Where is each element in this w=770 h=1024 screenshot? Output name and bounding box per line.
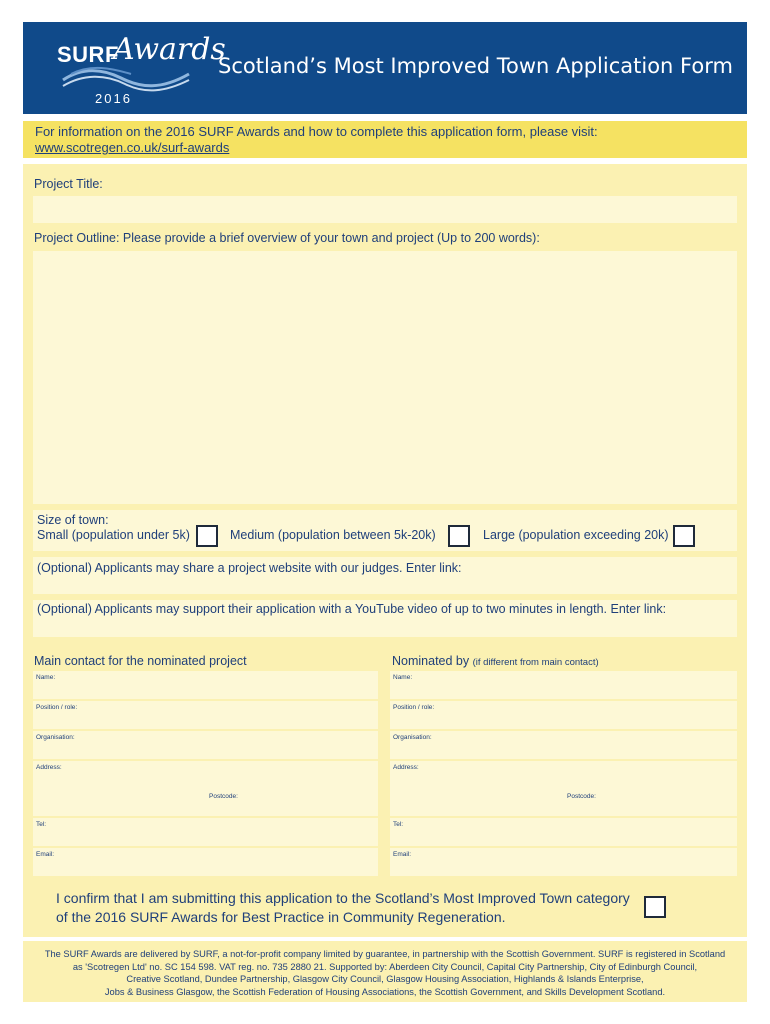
confirmation-text [56, 889, 630, 927]
nominator-email-label: Email: [393, 851, 412, 858]
confirmation-line-2: of the 2016 SURF Awards for Best Practice in Community Regeneration. [56, 909, 506, 925]
nominated-by-heading [392, 654, 599, 668]
confirmation-line-1: I confirm that I am submitting this application to the Scotland’s Most Improved Town category [56, 890, 630, 906]
logo-surf-text: SURF [57, 42, 119, 67]
nominator-tel-field[interactable] [390, 818, 737, 846]
nominator-address-field[interactable] [390, 761, 737, 816]
main-address-field[interactable] [33, 761, 378, 816]
project-outline-field[interactable] [33, 251, 737, 504]
nominator-address-label: Address: [393, 764, 419, 771]
nominator-organisation-label: Organisation: [393, 734, 432, 741]
page-title: Scotland’s Most Improved Town Application Form [218, 54, 733, 78]
confirmation-checkbox[interactable] [644, 896, 666, 918]
nominator-name-field[interactable] [390, 671, 737, 699]
size-large-checkbox[interactable] [673, 525, 695, 547]
size-small-label: Small (population under 5k) [37, 528, 190, 542]
main-email-label: Email: [36, 851, 55, 858]
main-email-field[interactable] [33, 848, 378, 876]
size-of-town-label: Size of town: [37, 513, 109, 527]
info-link[interactable]: www.scotregen.co.uk/surf-awards [35, 140, 230, 155]
main-contact-heading: Main contact for the nominated project [34, 654, 247, 668]
size-medium-checkbox[interactable] [448, 525, 470, 547]
wave-icon [61, 66, 191, 92]
info-band [23, 121, 747, 158]
main-postcode-label: Postcode: [209, 793, 238, 800]
nominator-position-label: Position / role: [393, 704, 435, 711]
footer-line-4: Jobs & Business Glasgow, the Scottish Federation of Housing Associations, the Scottish Government, and Skills Development Scotland. [104, 986, 666, 997]
main-name-label: Name: [36, 674, 56, 681]
logo-year: 2016 [95, 91, 132, 106]
project-title-field[interactable] [33, 196, 737, 223]
application-form [23, 164, 747, 937]
size-medium-label: Medium (population between 5k-20k) [230, 528, 436, 542]
size-large-label: Large (population exceeding 20k) [483, 528, 669, 542]
info-text: For information on the 2016 SURF Awards and how to complete this application form, please visit: [35, 124, 598, 139]
surf-awards-logo [51, 30, 226, 106]
size-small-checkbox[interactable] [196, 525, 218, 547]
footer-line-3: Creative Scotland, Dundee Partnership, Glasgow City Council, Glasgow Housing Association, Highlands & Islands Enterprise, [126, 974, 644, 984]
main-position-field[interactable] [33, 701, 378, 729]
main-tel-label: Tel: [36, 821, 47, 828]
main-name-field[interactable] [33, 671, 378, 699]
main-organisation-label: Organisation: [36, 734, 75, 741]
nominator-email-field[interactable] [390, 848, 737, 876]
footer-line-1: The SURF Awards are delivered by SURF, a not-for-profit company limited by guarantee, in partnership with the Scottish Government. SURF is registered in Scotland [44, 949, 726, 959]
project-title-label: Project Title: [34, 177, 103, 191]
nominator-name-label: Name: [393, 674, 413, 681]
website-link-label: (Optional) Applicants may share a project website with our judges. Enter link: [37, 561, 462, 575]
logo-awards-text: Awards [113, 32, 226, 67]
main-position-label: Position / role: [36, 704, 78, 711]
header-banner [23, 22, 747, 114]
nominator-tel-label: Tel: [393, 821, 404, 828]
nominated-by-note: (if different from main contact) [472, 657, 599, 668]
footer-notice [23, 941, 747, 1002]
nominator-organisation-field[interactable] [390, 731, 737, 759]
nominator-postcode-label: Postcode: [567, 793, 596, 800]
nominator-position-field[interactable] [390, 701, 737, 729]
youtube-link-label: (Optional) Applicants may support their application with a YouTube video of up to two minutes in length. Enter link: [37, 602, 667, 616]
project-outline-label: Project Outline: Please provide a brief overview of your town and project (Up to 200 words): [34, 231, 540, 245]
main-organisation-field[interactable] [33, 731, 378, 759]
nominated-by-title: Nominated by [392, 654, 470, 668]
footer-line-2: as 'Scotregen Ltd' no. SC 154 598. VAT reg. no. 735 2880 21. Supported by: Aberdeen City Council, Capital City Partnership, City of Edinburgh Council, [72, 961, 698, 972]
main-address-label: Address: [36, 764, 62, 771]
main-tel-field[interactable] [33, 818, 378, 846]
